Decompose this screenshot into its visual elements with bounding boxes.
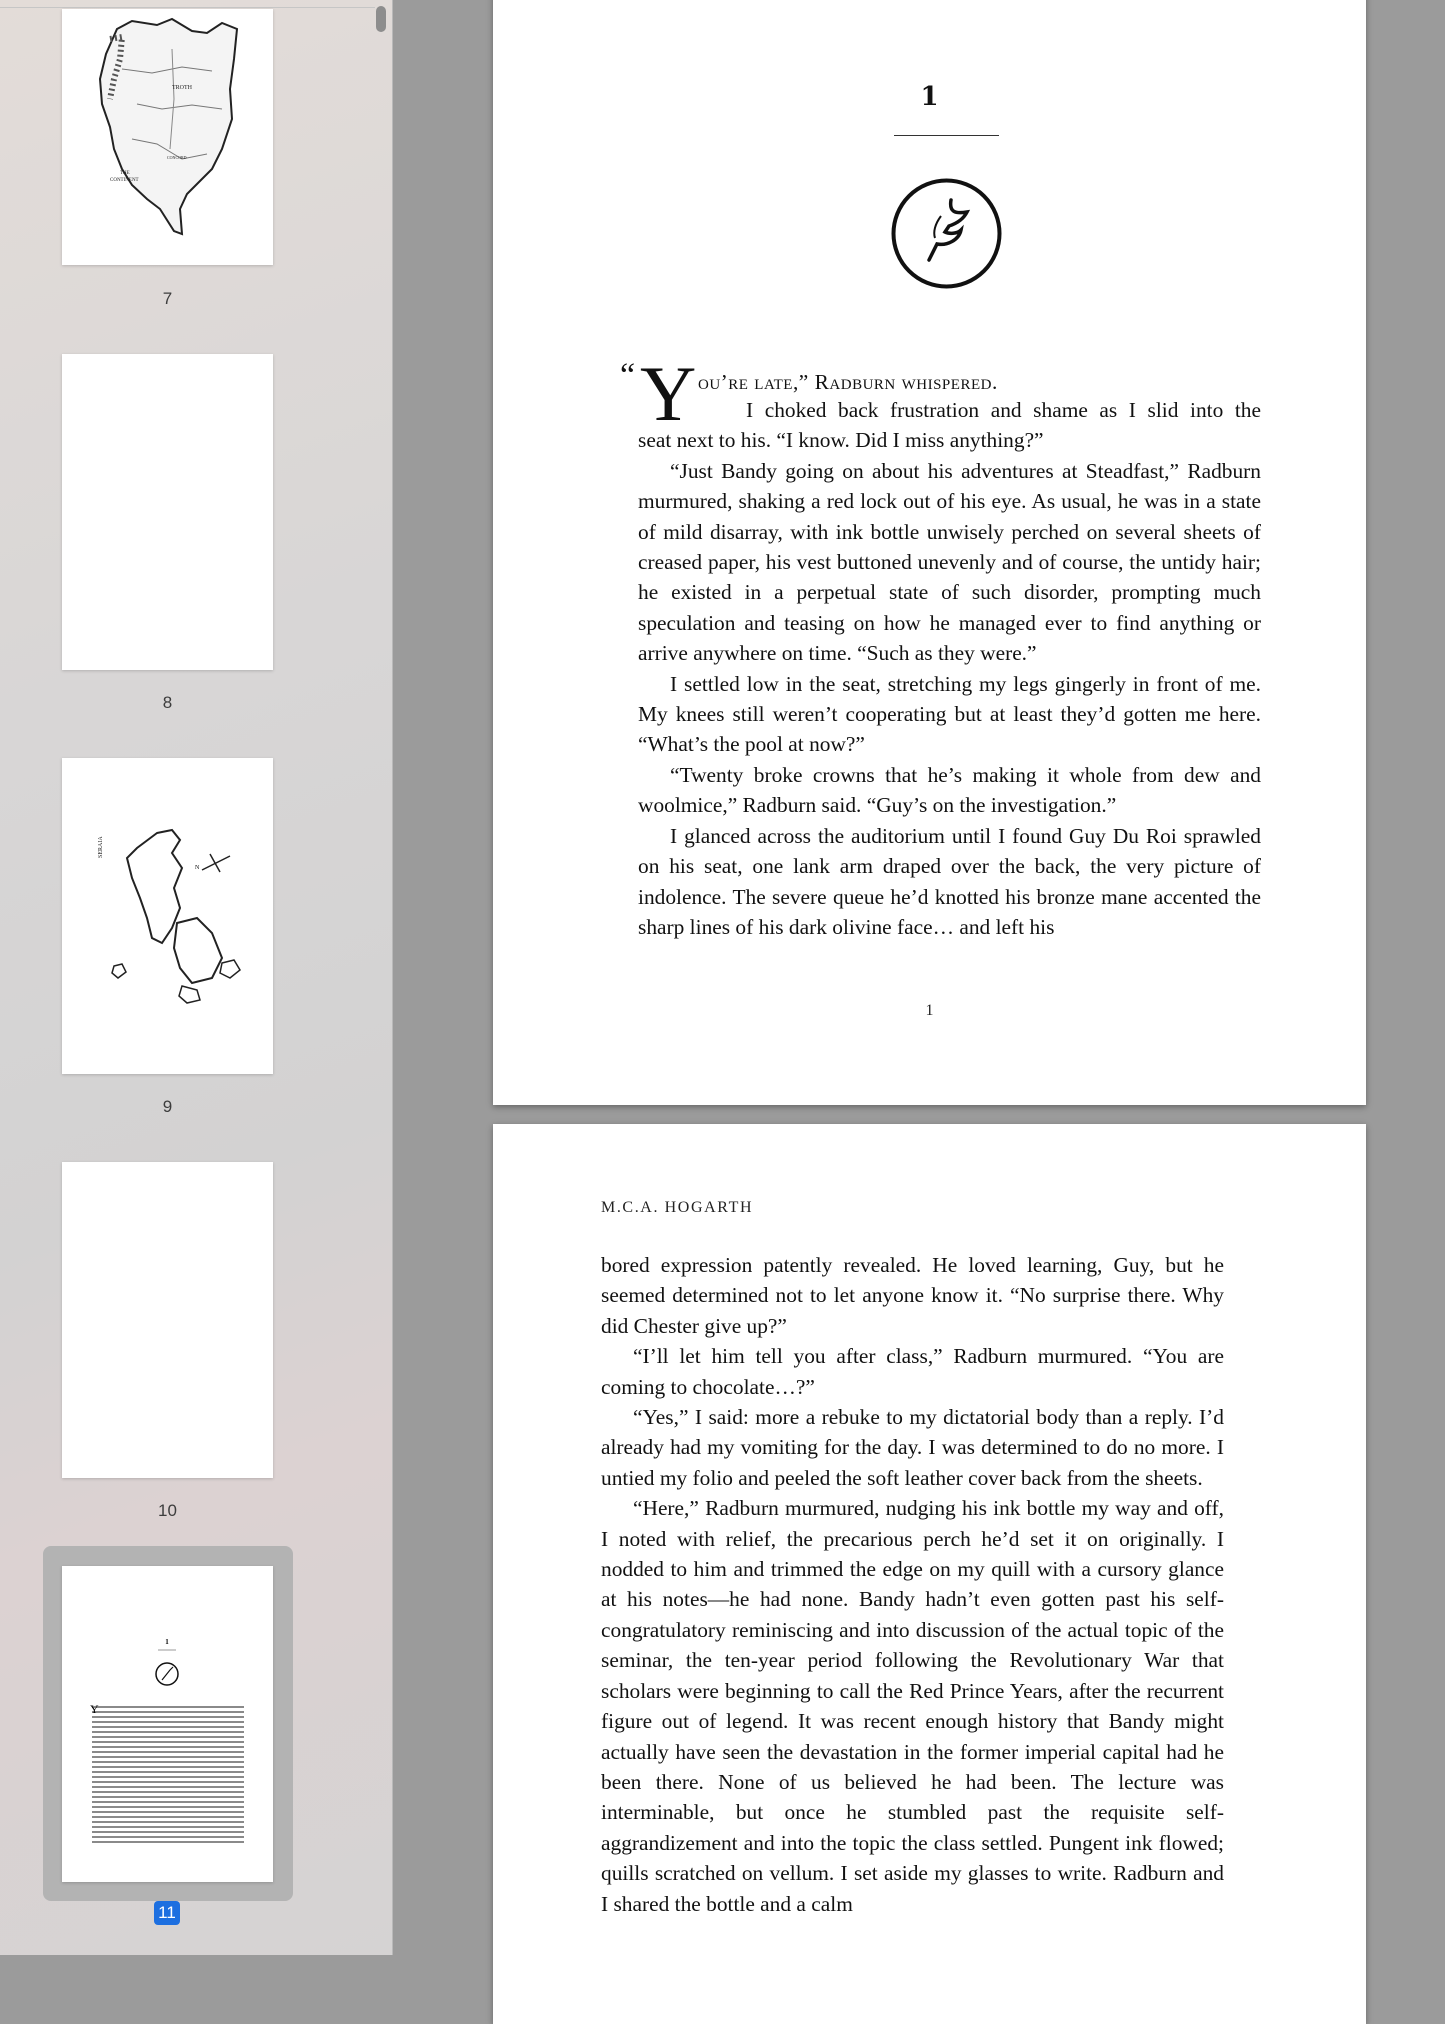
map9-north-label: N xyxy=(195,865,200,871)
quill-circle-icon xyxy=(889,176,1004,291)
paragraph: bored expression patently revealed. He loved learning, Guy, but he seemed determined not to let anyone know it. “No surprise there. Why did Chester give up?” xyxy=(601,1253,1224,1338)
map7-label-concord: CONCORD xyxy=(167,155,187,160)
thumbnail-page-7[interactable] xyxy=(62,9,273,265)
dropcap-letter: Y xyxy=(640,350,697,437)
dropcap-opening-text: ou’re late,” Radburn whispered. xyxy=(698,370,998,394)
paragraph: “I’ll let him tell you after class,” Radburn murmured. “You are coming to chocolate…?” xyxy=(601,1344,1224,1399)
svg-text:Y: Y xyxy=(90,1702,99,1716)
dropcap-quote: “ xyxy=(620,357,636,394)
paragraph: “Twenty broke crowns that he’s making it whole from dew and woolmice,” Radburn said. “Guy’s on the investigation.” xyxy=(638,762,1261,818)
thumbnail-page-8[interactable] xyxy=(62,354,273,670)
page2-body-text xyxy=(601,1250,1224,1919)
paragraph-opening-line: I choked back frustration and shame as I slid into the xyxy=(746,398,1261,422)
sidebar-divider xyxy=(0,7,375,8)
page1-body-text xyxy=(620,350,1261,942)
document-page-1[interactable] xyxy=(493,0,1366,1105)
map7-label-the: THE xyxy=(120,171,130,176)
thumbnail-page-11[interactable] xyxy=(62,1566,273,1882)
continent-map-image xyxy=(62,9,273,265)
map9-label-seraia: SERAIA xyxy=(98,836,104,858)
paragraph: I settled low in the seat, stretching my legs gingerly in front of me. My knees still weren’t cooperating but at least they’d gotten me here. “What’s the pool at now?” xyxy=(638,671,1261,757)
paragraph: “Just Bandy going on about his adventures at Steadfast,” Radburn murmured, shaking a red lock out of his eye. As usual, he was in a state of mild disarray, with ink bottle unwisely perched on several sheets of creased paper, his vest buttoned unevenly and of course, the untidy hair; he existed in a perpetual state of such disorder, prompting much speculation and teasing on how he managed ever to find anything or arrive anywhere on time. “Such as they were.” xyxy=(638,458,1261,666)
islands-map-image xyxy=(62,758,273,1074)
chapter-rule xyxy=(894,135,999,136)
paragraph: “Yes,” I said: more a rebuke to my dictatorial body than a reply. I’d already had my vomiting for the day. I was determined to do no more. I untied my folio and peeled the soft leather cover back from the sheets. xyxy=(601,1405,1224,1490)
thumbnail-page-9[interactable] xyxy=(62,758,273,1074)
sidebar-scrollbar[interactable] xyxy=(376,6,386,32)
running-head: M.C.A. HOGARTH xyxy=(601,1199,754,1216)
paragraph: I glanced across the auditorium until I found Guy Du Roi sprawled on his seat, one lank arm draped over the back, the very picture of indolence. The severe queue he’d knotted his bronze mane accented the sharp lines of his dark olivine face… and left his xyxy=(638,823,1261,939)
chapter-number: 1 xyxy=(920,82,939,112)
paragraph: seat next to his. “I know. Did I miss anything?” xyxy=(638,428,1044,453)
thumbnail-label-8[interactable]: 8 xyxy=(162,693,173,712)
thumbnail-page-11-preview xyxy=(62,1566,273,1882)
thumbnail-label-7[interactable]: 7 xyxy=(162,289,173,308)
paragraph: “Here,” Radburn murmured, nudging his ink bottle my way and off, I noted with relief, the precarious perch he’d set it on originally. I nodded to him and trimmed the edge on my quill with a cursory glance at his notes—he had none. Bandy hadn’t even gotten past his self-congratulatory reminiscing and into discussion of the actual topic of the seminar, the ten-year period following the Revolutionary War that scholars were beginning to call the Red Prince Years, after the recurrent figure out of legend. It was recent enough history that Bandy might actually have seen the devastation in the former imperial capital had he been there. None of us believed he had been. The lecture was interminable, but once he stumbled past the requisite self-aggrandizement and into the topic the class settled. Pungent ink flowed; quills scratched on vellum. I set aside my glasses to write. Radburn and I shared the bottle and a calm xyxy=(601,1496,1224,1916)
map7-label-continent: CONTINENT xyxy=(110,178,139,183)
thumbnail-page-10[interactable] xyxy=(62,1162,273,1478)
page-thumbnail-sidebar[interactable] xyxy=(0,0,393,1955)
thumbnail-label-11-selected[interactable]: 11 xyxy=(154,1901,180,1925)
svg-text:1: 1 xyxy=(165,1638,169,1646)
page-folio: 1 xyxy=(925,1002,934,1019)
thumbnail-label-10[interactable]: 10 xyxy=(158,1501,177,1520)
map7-label-troth: TROTH xyxy=(172,85,192,91)
document-page-2[interactable] xyxy=(493,1124,1366,2024)
thumbnail-label-9[interactable]: 9 xyxy=(162,1097,173,1116)
